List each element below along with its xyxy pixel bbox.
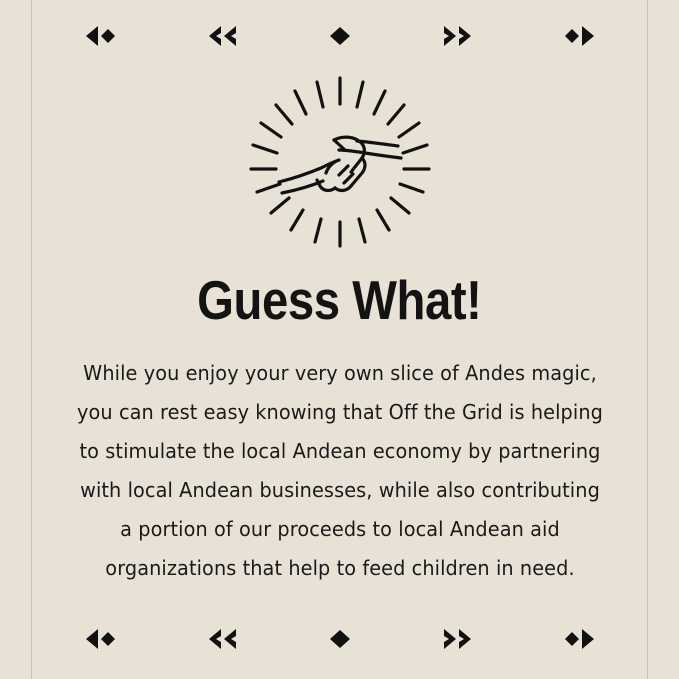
double-chevron-right-icon [439,628,475,650]
ornament-row-top [0,13,679,59]
arrow-left-diamond-icon [84,25,118,47]
double-chevron-left-icon [205,628,241,650]
diamond-icon [328,628,352,650]
page-title: Guess What! [197,269,482,331]
right-border-rule [647,0,648,679]
diamond-arrow-right-icon [562,628,596,650]
body-paragraph: While you enjoy your very own slice of Andes magic, you can rest easy knowing that Off the Grid is helping to stimulate the local Andean economy by partnering with local Andean businesses, while also contributing a portion of our proceeds to local Andean aid organizations that help to feed children in need. [76,361,603,580]
double-chevron-right-icon [439,25,475,47]
left-border-rule [31,0,32,679]
double-chevron-left-icon [205,25,241,47]
diamond-arrow-right-icon [562,25,596,47]
ornament-row-bottom [0,616,679,662]
handshake-sunburst-icon [230,72,450,262]
diamond-icon [328,25,352,47]
arrow-left-diamond-icon [84,628,118,650]
